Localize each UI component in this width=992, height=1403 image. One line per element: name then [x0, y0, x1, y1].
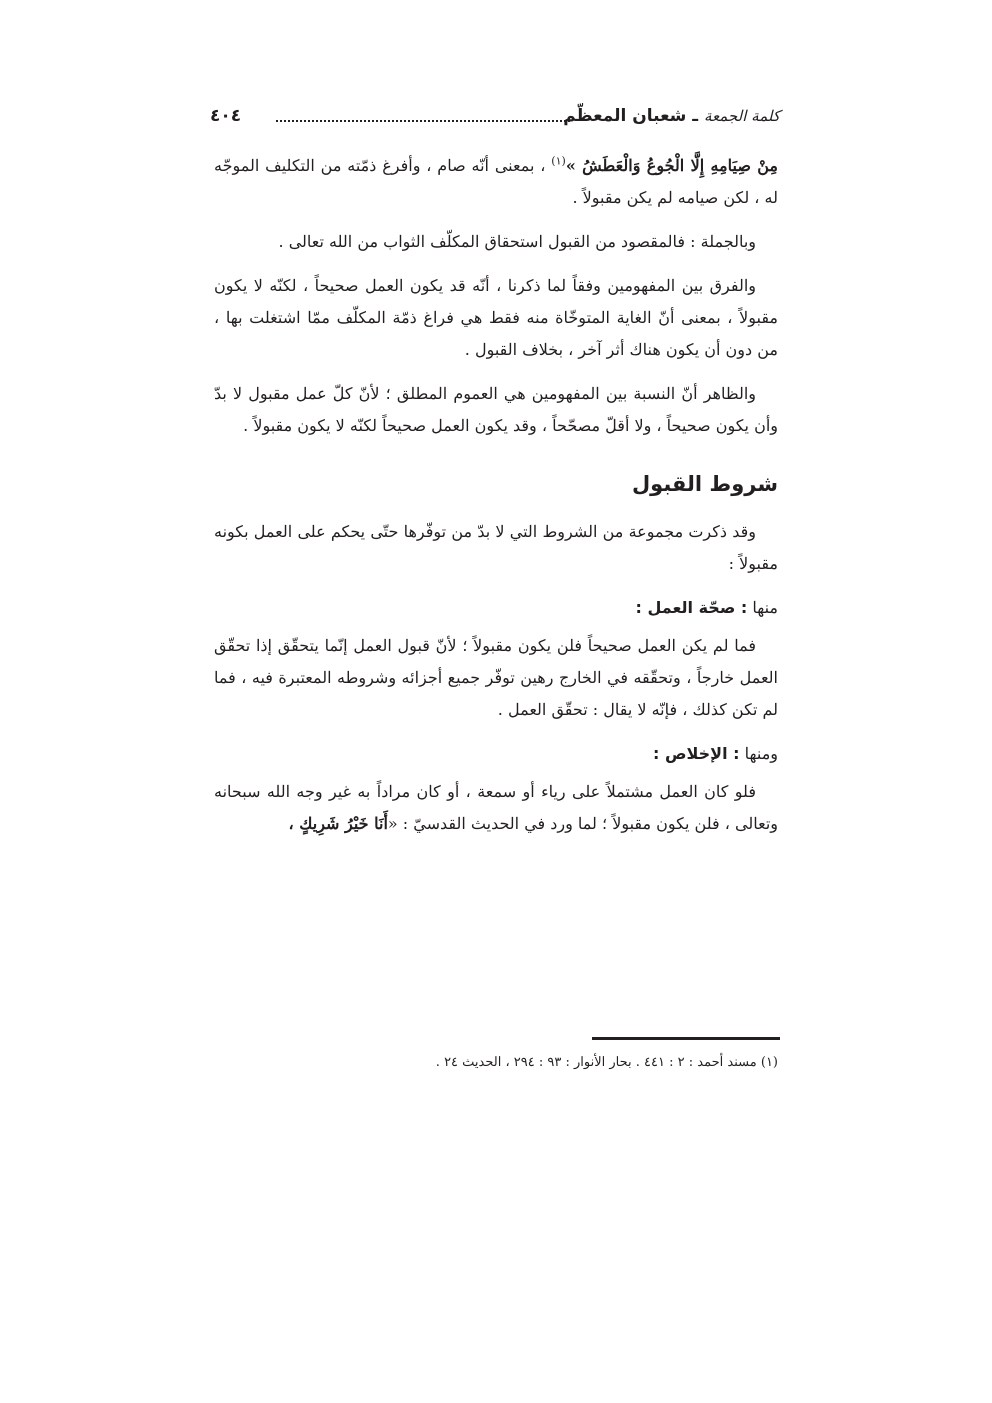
paragraph-2: وبالجملة : فالمقصود من القبول استحقاق المكلّف الثواب من الله تعالى . [278, 232, 756, 251]
sub-heading-1-title: : صحّة العمل : [635, 598, 748, 617]
paragraph-6: فما لم يكن العمل صحيحاً فلن يكون مقبولاً ؛ لأنّ قبول العمل إنّما يتحقّق إذا تحقّق العمل خارجاً ، وتحقّقه في الخارج رهين توفّر جميع أجزائه وشروطه المعتبرة فيه ، فما لم تكن كذلك ، فإنّه لا يقال : تحقّق العمل . [214, 636, 778, 719]
page-header [210, 106, 780, 136]
paragraph-4: والظاهر أنّ النسبة بين المفهومين هي العموم المطلق ؛ لأنّ كلّ عمل مقبول لا بدّ وأن يكون صحيحاً ، ولا أقلّ مصحّحاً ، وقد يكون العمل صحيحاً لكنّه لا يكون مقبولاً . [214, 384, 778, 435]
body-text [214, 150, 778, 852]
sub-heading-2-title: : الإخلاص : [652, 744, 740, 763]
footnote-rule [592, 1037, 780, 1040]
sub-heading-1 [214, 592, 778, 624]
running-title-prefix: كلمة الجمعة [704, 107, 780, 125]
paragraph-7 [214, 776, 778, 840]
sub-heading-2-label: ومنها [744, 744, 778, 763]
header-dotted-leader [276, 110, 570, 122]
paragraph-1 [214, 150, 778, 214]
sub-heading-1-label: منها [752, 598, 778, 617]
footnote [214, 1052, 778, 1074]
paragraph-5: وقد ذكرت مجموعة من الشروط التي لا بدّ من توفّرها حتّى يحكم على العمل بكونه مقبولاً : [214, 522, 778, 573]
footnote-ref: (١) [551, 154, 566, 168]
page-number: ٤٠٤ [210, 106, 242, 126]
hadith-quote-2: أَنَا خَيْرُ شَرِيكٍ ، [288, 814, 388, 833]
section-title: شروط القبول [631, 472, 778, 496]
running-title [563, 106, 780, 126]
footnote-text: مسند أحمد : ٢ : ٤٤١ . بحار الأنوار : ٩٣ : ٢٩٤ ، الحديث ٢٤ . [435, 1055, 757, 1070]
paragraph-7-text: فلو كان العمل مشتملاً على رياء أو سمعة ، أو كان مراداً به غير وجه الله سبحانه وتعالى ، فلن يكون مقبولاً ؛ لما ورد في الحديث القدسيّ : « [214, 782, 778, 833]
sub-heading-2 [214, 738, 778, 770]
running-title-text: ـ شعبان المعظّم [563, 106, 699, 126]
paragraph-3: والفرق بين المفهومين وفقاً لما ذكرنا ، أنّه قد يكون العمل صحيحاً ، لكنّه لا يكون مقبولاً ، بمعنى أنّ الغاية المتوخّاة منه فقط هي فراغ ذمّة المكلّف ممّا اشتغلت بها ، من دون أن يكون هناك أثر آخر ، بخلاف القبول . [214, 276, 778, 359]
paragraph-1-text: ، بمعنى أنّه صام ، وأفرغ ذمّته من التكليف الموجّه له ، لكن صيامه لم يكن مقبولاً . [214, 156, 778, 207]
footnote-number: (١) [760, 1055, 778, 1070]
hadith-quote: مِنْ صِيَامِهِ إِلَّا الْجُوعُ وَالْعَطَشُ » [565, 156, 778, 175]
